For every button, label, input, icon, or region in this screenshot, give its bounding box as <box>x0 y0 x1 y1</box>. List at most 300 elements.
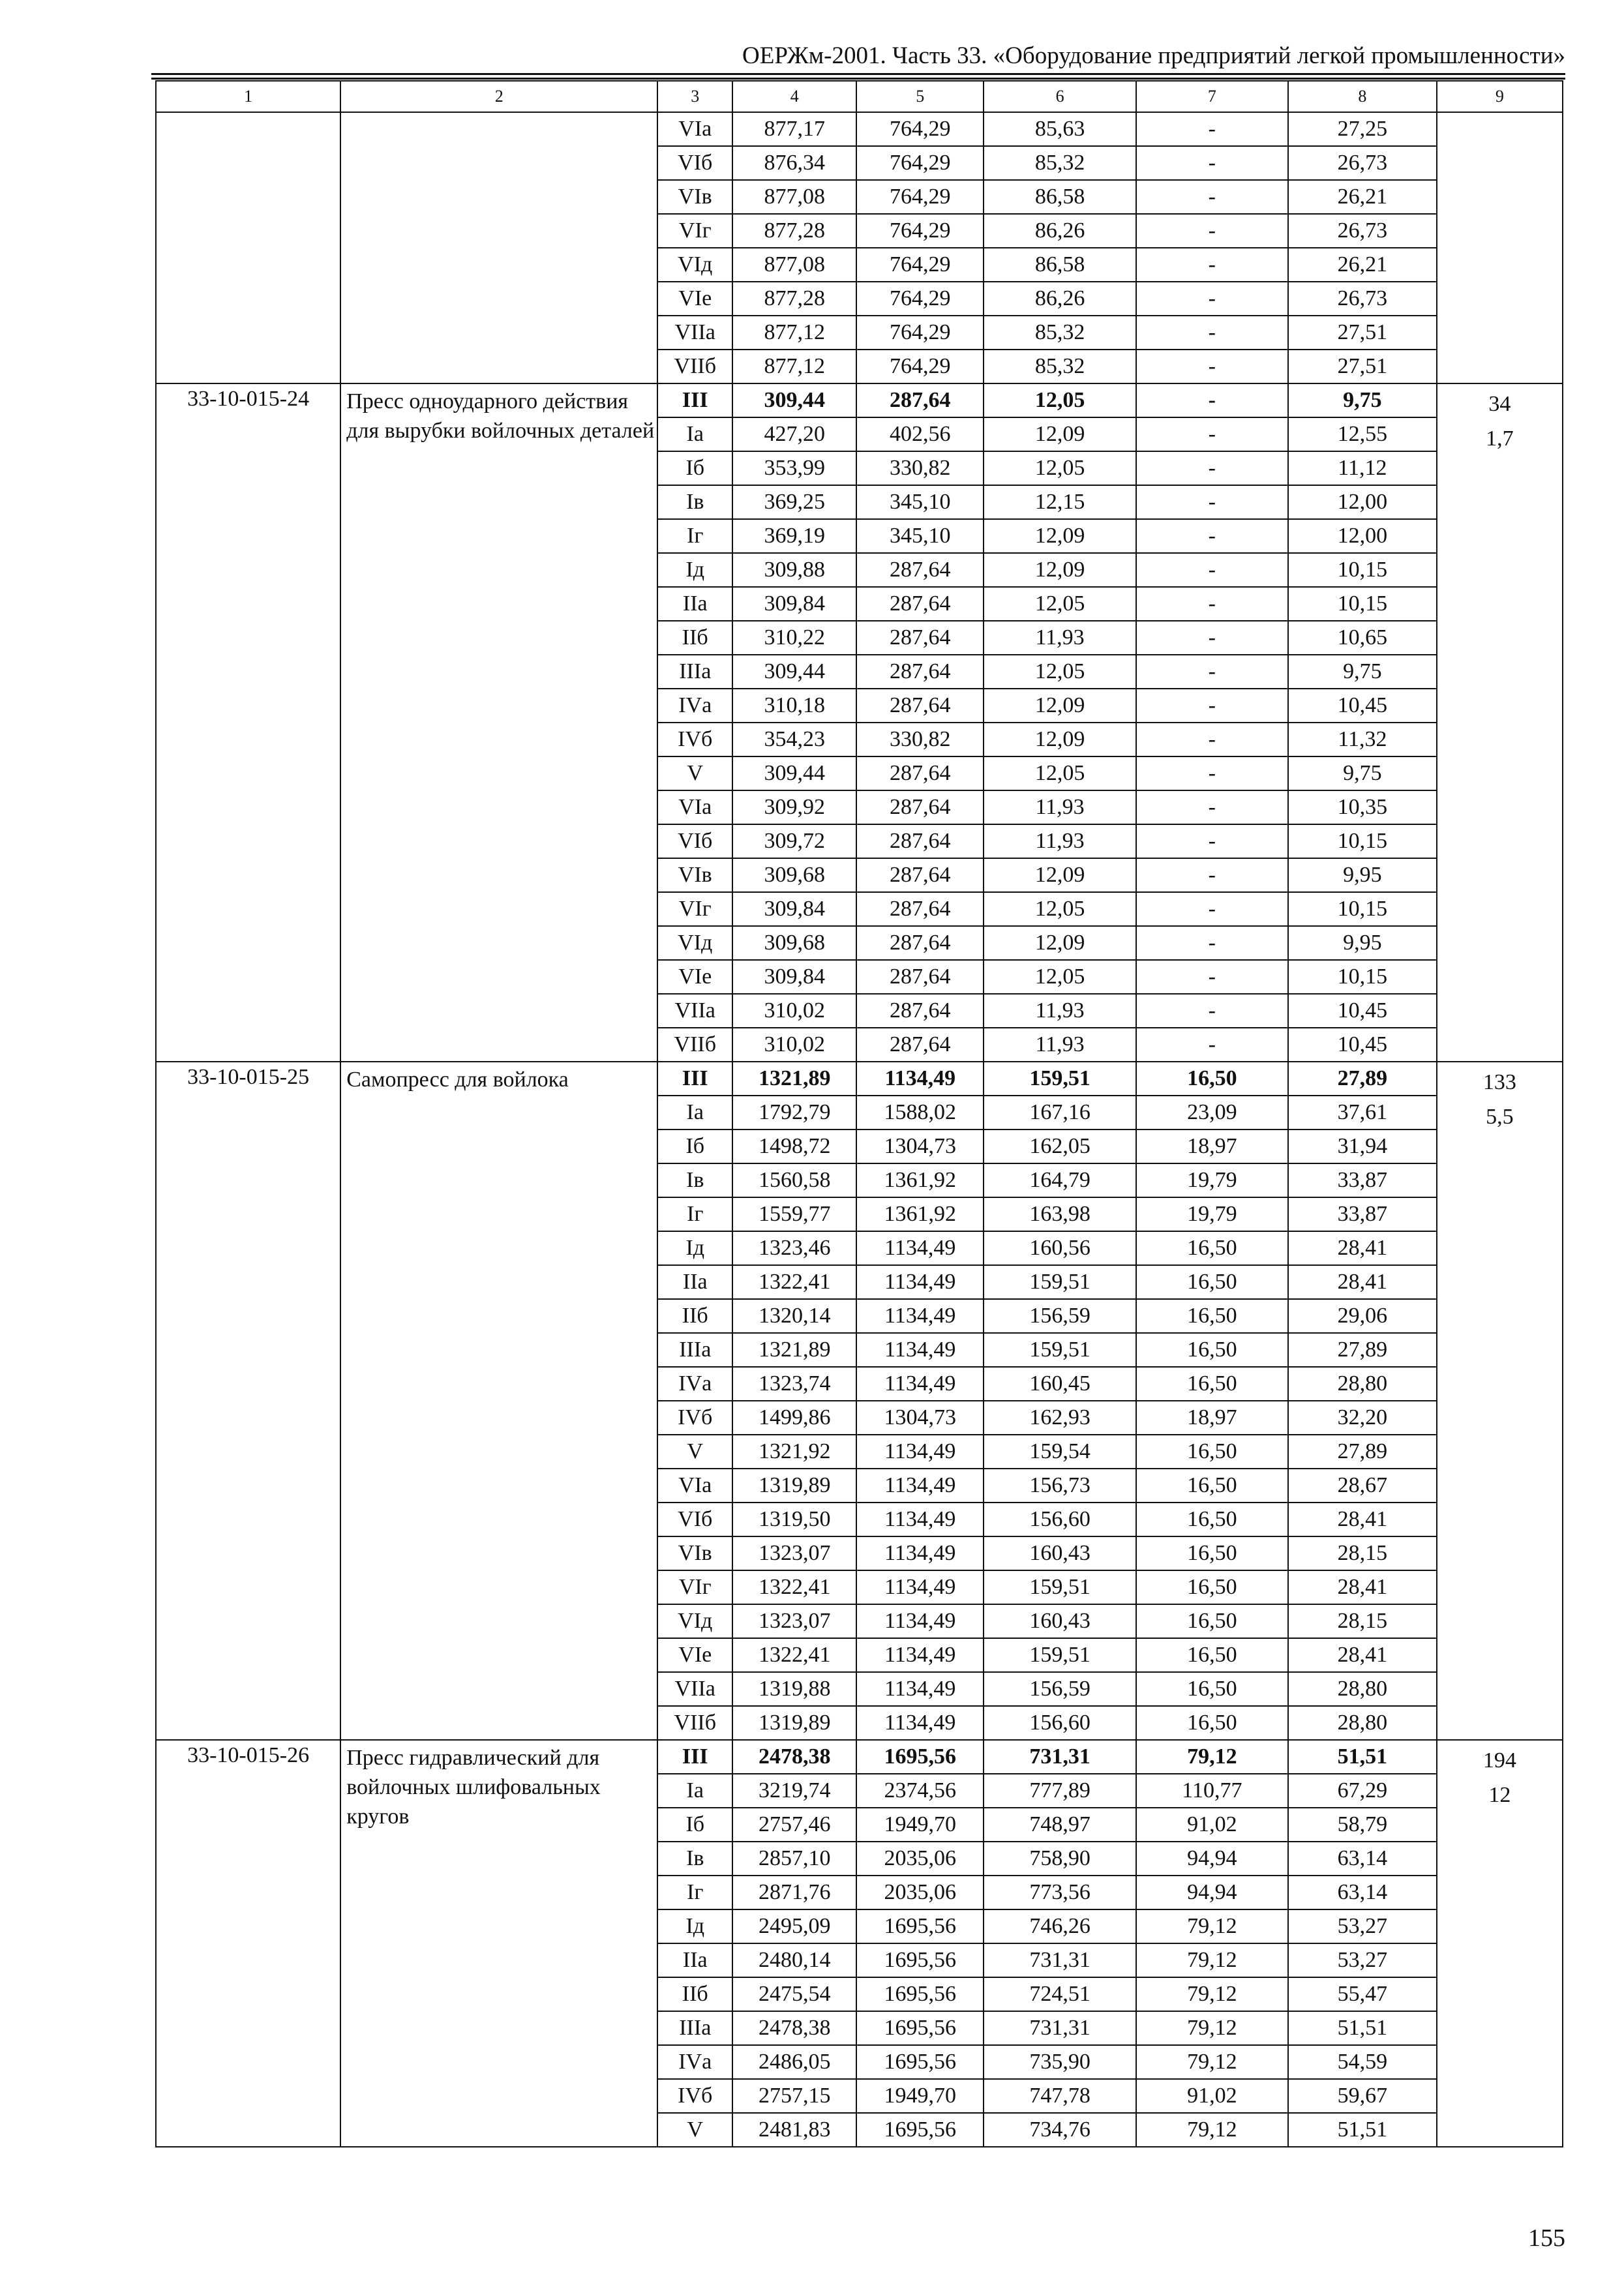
cell-driver-wages: 79,12 <box>1136 1909 1288 1943</box>
cell-option: VIIб <box>657 1706 732 1740</box>
cell-option: Iд <box>657 1231 732 1265</box>
cell-total-cost: 309,68 <box>732 858 856 892</box>
cell-labor: 10,45 <box>1288 1028 1437 1062</box>
cell-option: VIа <box>657 112 732 146</box>
cell-labor: 51,51 <box>1288 2113 1437 2147</box>
cell-driver-wages: 91,02 <box>1136 2079 1288 2113</box>
cell-machine-cost: 167,16 <box>984 1096 1135 1130</box>
cell-machine-cost: 734,76 <box>984 2113 1135 2147</box>
cell-option: Iв <box>657 1842 732 1876</box>
cell-labor: 11,12 <box>1288 451 1437 485</box>
cell-labor: 11,32 <box>1288 723 1437 756</box>
cell-extra <box>1437 112 1563 383</box>
cell-code: 33-10-015-26 <box>156 1740 340 2147</box>
cell-total-cost: 369,25 <box>732 485 856 519</box>
cell-total-cost: 2480,14 <box>732 1943 856 1977</box>
cell-total-cost: 877,17 <box>732 112 856 146</box>
running-header: ОЕРЖм-2001. Часть 33. «Оборудование предприятий легкой промышленности» <box>742 42 1565 69</box>
cell-labor: 10,15 <box>1288 960 1437 994</box>
cell-machine-cost: 160,43 <box>984 1604 1135 1638</box>
cell-option: Iа <box>657 1774 732 1808</box>
cell-option: VIIб <box>657 350 732 383</box>
cell-total-cost: 2857,10 <box>732 1842 856 1876</box>
cell-option: IVб <box>657 723 732 756</box>
cell-total-cost: 310,18 <box>732 689 856 723</box>
cell-labor: 63,14 <box>1288 1842 1437 1876</box>
cell-option: VIе <box>657 960 732 994</box>
cell-option: VIд <box>657 926 732 960</box>
cell-driver-wages: 79,12 <box>1136 1977 1288 2011</box>
cell-driver-wages: 16,50 <box>1136 1570 1288 1604</box>
cell-driver-wages: - <box>1136 1028 1288 1062</box>
cell-option: Iа <box>657 417 732 451</box>
cell-total-cost: 1321,89 <box>732 1062 856 1096</box>
cell-labor: 27,89 <box>1288 1062 1437 1096</box>
cell-option: Iд <box>657 1909 732 1943</box>
cell-machine-cost: 12,15 <box>984 485 1135 519</box>
cell-wages: 287,64 <box>856 858 984 892</box>
cell-total-cost: 309,92 <box>732 790 856 824</box>
cell-wages: 287,64 <box>856 1028 984 1062</box>
cell-wages: 1134,49 <box>856 1299 984 1333</box>
cell-machine-cost: 160,43 <box>984 1536 1135 1570</box>
cell-total-cost: 310,22 <box>732 621 856 655</box>
cell-machine-cost: 731,31 <box>984 1943 1135 1977</box>
header-rule-double <box>151 78 1565 80</box>
cell-option: III <box>657 1062 732 1096</box>
cell-total-cost: 1319,88 <box>732 1672 856 1706</box>
cell-total-cost: 877,08 <box>732 248 856 282</box>
cell-labor: 33,87 <box>1288 1197 1437 1231</box>
cell-code: 33-10-015-24 <box>156 383 340 1062</box>
cell-machine-cost: 12,09 <box>984 519 1135 553</box>
cell-total-cost: 309,88 <box>732 553 856 587</box>
cell-labor: 32,20 <box>1288 1401 1437 1435</box>
cell-labor: 28,15 <box>1288 1536 1437 1570</box>
cell-driver-wages: - <box>1136 282 1288 316</box>
cell-machine-cost: 12,09 <box>984 553 1135 587</box>
cell-option: Iг <box>657 1197 732 1231</box>
cell-option: Iб <box>657 1130 732 1163</box>
cell-labor: 27,51 <box>1288 316 1437 350</box>
cell-machine-cost: 777,89 <box>984 1774 1135 1808</box>
cell-driver-wages: - <box>1136 553 1288 587</box>
cell-machine-cost: 11,93 <box>984 994 1135 1028</box>
cell-wages: 764,29 <box>856 112 984 146</box>
cell-labor: 67,29 <box>1288 1774 1437 1808</box>
cell-labor: 26,73 <box>1288 282 1437 316</box>
cell-driver-wages: - <box>1136 655 1288 689</box>
cell-wages: 1695,56 <box>856 2113 984 2147</box>
cell-wages: 287,64 <box>856 689 984 723</box>
cell-option: IIIа <box>657 655 732 689</box>
cell-labor: 12,00 <box>1288 485 1437 519</box>
cell-driver-wages: 16,50 <box>1136 1435 1288 1469</box>
cell-machine-cost: 731,31 <box>984 1740 1135 1774</box>
cell-total-cost: 1499,86 <box>732 1401 856 1435</box>
cell-wages: 1949,70 <box>856 2079 984 2113</box>
cell-machine-cost: 162,93 <box>984 1401 1135 1435</box>
cell-driver-wages: - <box>1136 451 1288 485</box>
cell-option: Iа <box>657 1096 732 1130</box>
cell-wages: 330,82 <box>856 451 984 485</box>
cell-total-cost: 1319,89 <box>732 1706 856 1740</box>
cell-machine-cost: 12,09 <box>984 723 1135 756</box>
column-number: 4 <box>732 81 856 112</box>
cell-machine-cost: 85,32 <box>984 146 1135 180</box>
cell-labor: 26,73 <box>1288 146 1437 180</box>
extra-value: 12 <box>1488 1783 1511 1807</box>
cell-code <box>156 112 340 383</box>
cell-option: Iг <box>657 1876 732 1909</box>
cell-machine-cost: 12,05 <box>984 892 1135 926</box>
cell-total-cost: 877,12 <box>732 350 856 383</box>
cell-wages: 287,64 <box>856 994 984 1028</box>
cell-wages: 1361,92 <box>856 1163 984 1197</box>
cell-option: VIг <box>657 214 732 248</box>
cell-wages: 287,64 <box>856 960 984 994</box>
cell-wages: 287,64 <box>856 655 984 689</box>
cell-total-cost: 2478,38 <box>732 1740 856 1774</box>
cell-machine-cost: 724,51 <box>984 1977 1135 2011</box>
cell-total-cost: 309,84 <box>732 960 856 994</box>
cell-total-cost: 1559,77 <box>732 1197 856 1231</box>
cell-wages: 764,29 <box>856 180 984 214</box>
cell-total-cost: 877,28 <box>732 214 856 248</box>
cell-labor: 53,27 <box>1288 1943 1437 1977</box>
cell-option: VIIа <box>657 316 732 350</box>
cell-option: VIд <box>657 248 732 282</box>
cell-labor: 53,27 <box>1288 1909 1437 1943</box>
cell-extra <box>1437 1062 1563 1740</box>
cell-labor: 27,89 <box>1288 1435 1437 1469</box>
cell-wages: 330,82 <box>856 723 984 756</box>
cell-option: VIв <box>657 180 732 214</box>
cell-machine-cost: 159,54 <box>984 1435 1135 1469</box>
column-number: 6 <box>984 81 1135 112</box>
cell-name: Самопресс для войлока <box>340 1062 657 1740</box>
cell-total-cost: 1498,72 <box>732 1130 856 1163</box>
cell-wages: 1304,73 <box>856 1130 984 1163</box>
cell-labor: 10,15 <box>1288 892 1437 926</box>
cell-wages: 2035,06 <box>856 1842 984 1876</box>
cell-driver-wages: - <box>1136 790 1288 824</box>
cell-machine-cost: 164,79 <box>984 1163 1135 1197</box>
cell-extra <box>1437 1740 1563 2147</box>
cell-machine-cost: 85,32 <box>984 350 1135 383</box>
cell-option: VIе <box>657 1638 732 1672</box>
cell-machine-cost: 159,51 <box>984 1265 1135 1299</box>
cell-name: Пресс гидравлический для войлочных шлифовальных кругов <box>340 1740 657 2147</box>
cell-wages: 764,29 <box>856 146 984 180</box>
cell-option: IIIа <box>657 2011 732 2045</box>
cell-name: Пресс одноударного действия для вырубки войлочных деталей <box>340 383 657 1062</box>
cell-wages: 1361,92 <box>856 1197 984 1231</box>
cell-driver-wages: - <box>1136 824 1288 858</box>
cell-labor: 12,00 <box>1288 519 1437 553</box>
cell-machine-cost: 156,60 <box>984 1503 1135 1536</box>
cell-driver-wages: 94,94 <box>1136 1876 1288 1909</box>
cell-driver-wages: 16,50 <box>1136 1469 1288 1503</box>
table-row <box>156 112 1563 146</box>
cell-labor: 28,41 <box>1288 1503 1437 1536</box>
cell-wages: 287,64 <box>856 926 984 960</box>
cell-option: IIIа <box>657 1333 732 1367</box>
cell-option: IIб <box>657 1299 732 1333</box>
cell-option: Iг <box>657 519 732 553</box>
cell-total-cost: 310,02 <box>732 1028 856 1062</box>
cell-labor: 9,75 <box>1288 655 1437 689</box>
cell-labor: 9,75 <box>1288 383 1437 417</box>
cell-wages: 764,29 <box>856 248 984 282</box>
cell-wages: 345,10 <box>856 519 984 553</box>
cell-wages: 1134,49 <box>856 1333 984 1367</box>
cell-labor: 9,95 <box>1288 858 1437 892</box>
cell-labor: 10,35 <box>1288 790 1437 824</box>
cell-driver-wages: 94,94 <box>1136 1842 1288 1876</box>
cell-driver-wages: - <box>1136 417 1288 451</box>
cell-labor: 33,87 <box>1288 1163 1437 1197</box>
cell-driver-wages: - <box>1136 587 1288 621</box>
cell-machine-cost: 156,60 <box>984 1706 1135 1740</box>
cell-machine-cost: 758,90 <box>984 1842 1135 1876</box>
cell-option: VIе <box>657 282 732 316</box>
cell-driver-wages: 91,02 <box>1136 1808 1288 1842</box>
cell-total-cost: 309,72 <box>732 824 856 858</box>
cell-total-cost: 1560,58 <box>732 1163 856 1197</box>
cell-driver-wages: - <box>1136 350 1288 383</box>
cell-driver-wages: 79,12 <box>1136 2011 1288 2045</box>
cell-wages: 1695,56 <box>856 1977 984 2011</box>
table-body <box>156 81 1563 2147</box>
cell-driver-wages: - <box>1136 723 1288 756</box>
cell-machine-cost: 12,09 <box>984 858 1135 892</box>
cell-wages: 287,64 <box>856 756 984 790</box>
cell-driver-wages: 79,12 <box>1136 2045 1288 2079</box>
cell-wages: 287,64 <box>856 824 984 858</box>
cell-total-cost: 309,44 <box>732 756 856 790</box>
cell-option: Iб <box>657 1808 732 1842</box>
cell-machine-cost: 735,90 <box>984 2045 1135 2079</box>
cell-machine-cost: 160,45 <box>984 1367 1135 1401</box>
cell-wages: 1134,49 <box>856 1231 984 1265</box>
cell-option: Iв <box>657 1163 732 1197</box>
cell-labor: 27,25 <box>1288 112 1437 146</box>
cell-total-cost: 1321,89 <box>732 1333 856 1367</box>
cell-driver-wages: - <box>1136 858 1288 892</box>
cell-machine-cost: 159,51 <box>984 1062 1135 1096</box>
extra-value: 133 <box>1482 1070 1516 1094</box>
cell-option: V <box>657 2113 732 2147</box>
cell-labor: 28,41 <box>1288 1570 1437 1604</box>
cell-wages: 1134,49 <box>856 1536 984 1570</box>
cell-option: IIб <box>657 621 732 655</box>
cell-labor: 10,15 <box>1288 587 1437 621</box>
cell-total-cost: 369,19 <box>732 519 856 553</box>
cell-wages: 2374,56 <box>856 1774 984 1808</box>
column-number: 9 <box>1437 81 1563 112</box>
cell-wages: 764,29 <box>856 214 984 248</box>
cell-total-cost: 309,44 <box>732 655 856 689</box>
cell-total-cost: 1322,41 <box>732 1570 856 1604</box>
cell-driver-wages: - <box>1136 180 1288 214</box>
cell-labor: 28,80 <box>1288 1672 1437 1706</box>
cell-driver-wages: - <box>1136 112 1288 146</box>
cell-total-cost: 309,84 <box>732 587 856 621</box>
cell-wages: 345,10 <box>856 485 984 519</box>
cell-labor: 10,45 <box>1288 689 1437 723</box>
table-row <box>156 1062 1563 1096</box>
cell-wages: 287,64 <box>856 587 984 621</box>
cell-option: VIб <box>657 1503 732 1536</box>
cell-labor: 10,65 <box>1288 621 1437 655</box>
cell-driver-wages: 16,50 <box>1136 1638 1288 1672</box>
cell-driver-wages: 18,97 <box>1136 1130 1288 1163</box>
cell-wages: 1304,73 <box>856 1401 984 1435</box>
cell-labor: 10,15 <box>1288 553 1437 587</box>
cell-total-cost: 2757,15 <box>732 2079 856 2113</box>
cell-option: VIв <box>657 1536 732 1570</box>
cell-labor: 28,80 <box>1288 1706 1437 1740</box>
extra-value: 5,5 <box>1486 1105 1514 1129</box>
cell-labor: 37,61 <box>1288 1096 1437 1130</box>
cell-option: VIIб <box>657 1028 732 1062</box>
cell-total-cost: 2757,46 <box>732 1808 856 1842</box>
cell-wages: 1134,49 <box>856 1062 984 1096</box>
cell-machine-cost: 160,56 <box>984 1231 1135 1265</box>
price-table <box>155 80 1563 2147</box>
cell-total-cost: 353,99 <box>732 451 856 485</box>
column-number: 1 <box>156 81 340 112</box>
cell-driver-wages: 16,50 <box>1136 1536 1288 1570</box>
cell-total-cost: 877,08 <box>732 180 856 214</box>
cell-option: VIIа <box>657 1672 732 1706</box>
cell-labor: 28,41 <box>1288 1265 1437 1299</box>
cell-option: IVб <box>657 1401 732 1435</box>
cell-total-cost: 2486,05 <box>732 2045 856 2079</box>
cell-total-cost: 354,23 <box>732 723 856 756</box>
cell-total-cost: 1792,79 <box>732 1096 856 1130</box>
cell-wages: 1134,49 <box>856 1265 984 1299</box>
cell-wages: 287,64 <box>856 383 984 417</box>
cell-wages: 1588,02 <box>856 1096 984 1130</box>
table-row <box>156 383 1563 417</box>
cell-option: IVб <box>657 2079 732 2113</box>
cell-machine-cost: 11,93 <box>984 824 1135 858</box>
cell-total-cost: 1323,74 <box>732 1367 856 1401</box>
cell-machine-cost: 12,05 <box>984 383 1135 417</box>
cell-wages: 1134,49 <box>856 1570 984 1604</box>
cell-driver-wages: 19,79 <box>1136 1197 1288 1231</box>
cell-driver-wages: 110,77 <box>1136 1774 1288 1808</box>
cell-option: Iв <box>657 485 732 519</box>
cell-driver-wages: 16,50 <box>1136 1231 1288 1265</box>
cell-labor: 26,21 <box>1288 248 1437 282</box>
cell-driver-wages: 79,12 <box>1136 1740 1288 1774</box>
cell-driver-wages: 16,50 <box>1136 1604 1288 1638</box>
cell-total-cost: 2495,09 <box>732 1909 856 1943</box>
cell-total-cost: 877,12 <box>732 316 856 350</box>
cell-labor: 31,94 <box>1288 1130 1437 1163</box>
cell-labor: 63,14 <box>1288 1876 1437 1909</box>
cell-total-cost: 1321,92 <box>732 1435 856 1469</box>
column-number: 3 <box>657 81 732 112</box>
cell-wages: 764,29 <box>856 350 984 383</box>
cell-total-cost: 1320,14 <box>732 1299 856 1333</box>
cell-total-cost: 1319,50 <box>732 1503 856 1536</box>
cell-option: IVа <box>657 2045 732 2079</box>
cell-total-cost: 876,34 <box>732 146 856 180</box>
cell-option: VIг <box>657 892 732 926</box>
cell-machine-cost: 746,26 <box>984 1909 1135 1943</box>
cell-wages: 1134,49 <box>856 1367 984 1401</box>
cell-extra <box>1437 383 1563 1062</box>
cell-machine-cost: 86,58 <box>984 248 1135 282</box>
cell-labor: 51,51 <box>1288 1740 1437 1774</box>
cell-labor: 9,95 <box>1288 926 1437 960</box>
cell-driver-wages: - <box>1136 485 1288 519</box>
cell-machine-cost: 163,98 <box>984 1197 1135 1231</box>
cell-driver-wages: 79,12 <box>1136 2113 1288 2147</box>
cell-machine-cost: 747,78 <box>984 2079 1135 2113</box>
cell-labor: 29,06 <box>1288 1299 1437 1333</box>
cell-driver-wages: - <box>1136 248 1288 282</box>
cell-option: V <box>657 756 732 790</box>
cell-machine-cost: 12,05 <box>984 655 1135 689</box>
cell-driver-wages: - <box>1136 756 1288 790</box>
cell-option: IIа <box>657 587 732 621</box>
cell-machine-cost: 12,09 <box>984 417 1135 451</box>
cell-option: VIг <box>657 1570 732 1604</box>
cell-wages: 287,64 <box>856 553 984 587</box>
cell-wages: 1695,56 <box>856 1943 984 1977</box>
cell-option: VIа <box>657 1469 732 1503</box>
cell-wages: 1695,56 <box>856 2011 984 2045</box>
cell-machine-cost: 12,05 <box>984 960 1135 994</box>
cell-total-cost: 877,28 <box>732 282 856 316</box>
cell-machine-cost: 748,97 <box>984 1808 1135 1842</box>
cell-driver-wages: 16,50 <box>1136 1333 1288 1367</box>
cell-labor: 26,21 <box>1288 180 1437 214</box>
cell-labor: 59,67 <box>1288 2079 1437 2113</box>
cell-labor: 10,45 <box>1288 994 1437 1028</box>
cell-wages: 287,64 <box>856 621 984 655</box>
cell-total-cost: 2478,38 <box>732 2011 856 2045</box>
cell-wages: 402,56 <box>856 417 984 451</box>
cell-driver-wages: - <box>1136 892 1288 926</box>
cell-machine-cost: 12,05 <box>984 451 1135 485</box>
cell-wages: 764,29 <box>856 316 984 350</box>
cell-machine-cost: 86,26 <box>984 214 1135 248</box>
cell-labor: 28,67 <box>1288 1469 1437 1503</box>
cell-option: VIв <box>657 858 732 892</box>
column-number: 5 <box>856 81 984 112</box>
cell-labor: 12,55 <box>1288 417 1437 451</box>
page-number: 155 <box>1528 2224 1565 2252</box>
cell-total-cost: 2871,76 <box>732 1876 856 1909</box>
cell-wages: 287,64 <box>856 790 984 824</box>
cell-driver-wages: - <box>1136 621 1288 655</box>
cell-total-cost: 309,68 <box>732 926 856 960</box>
cell-driver-wages: 16,50 <box>1136 1672 1288 1706</box>
cell-wages: 1134,49 <box>856 1503 984 1536</box>
cell-labor: 28,41 <box>1288 1231 1437 1265</box>
cell-machine-cost: 12,05 <box>984 587 1135 621</box>
cell-wages: 2035,06 <box>856 1876 984 1909</box>
cell-machine-cost: 12,09 <box>984 926 1135 960</box>
cell-option: IVа <box>657 689 732 723</box>
cell-wages: 764,29 <box>856 282 984 316</box>
